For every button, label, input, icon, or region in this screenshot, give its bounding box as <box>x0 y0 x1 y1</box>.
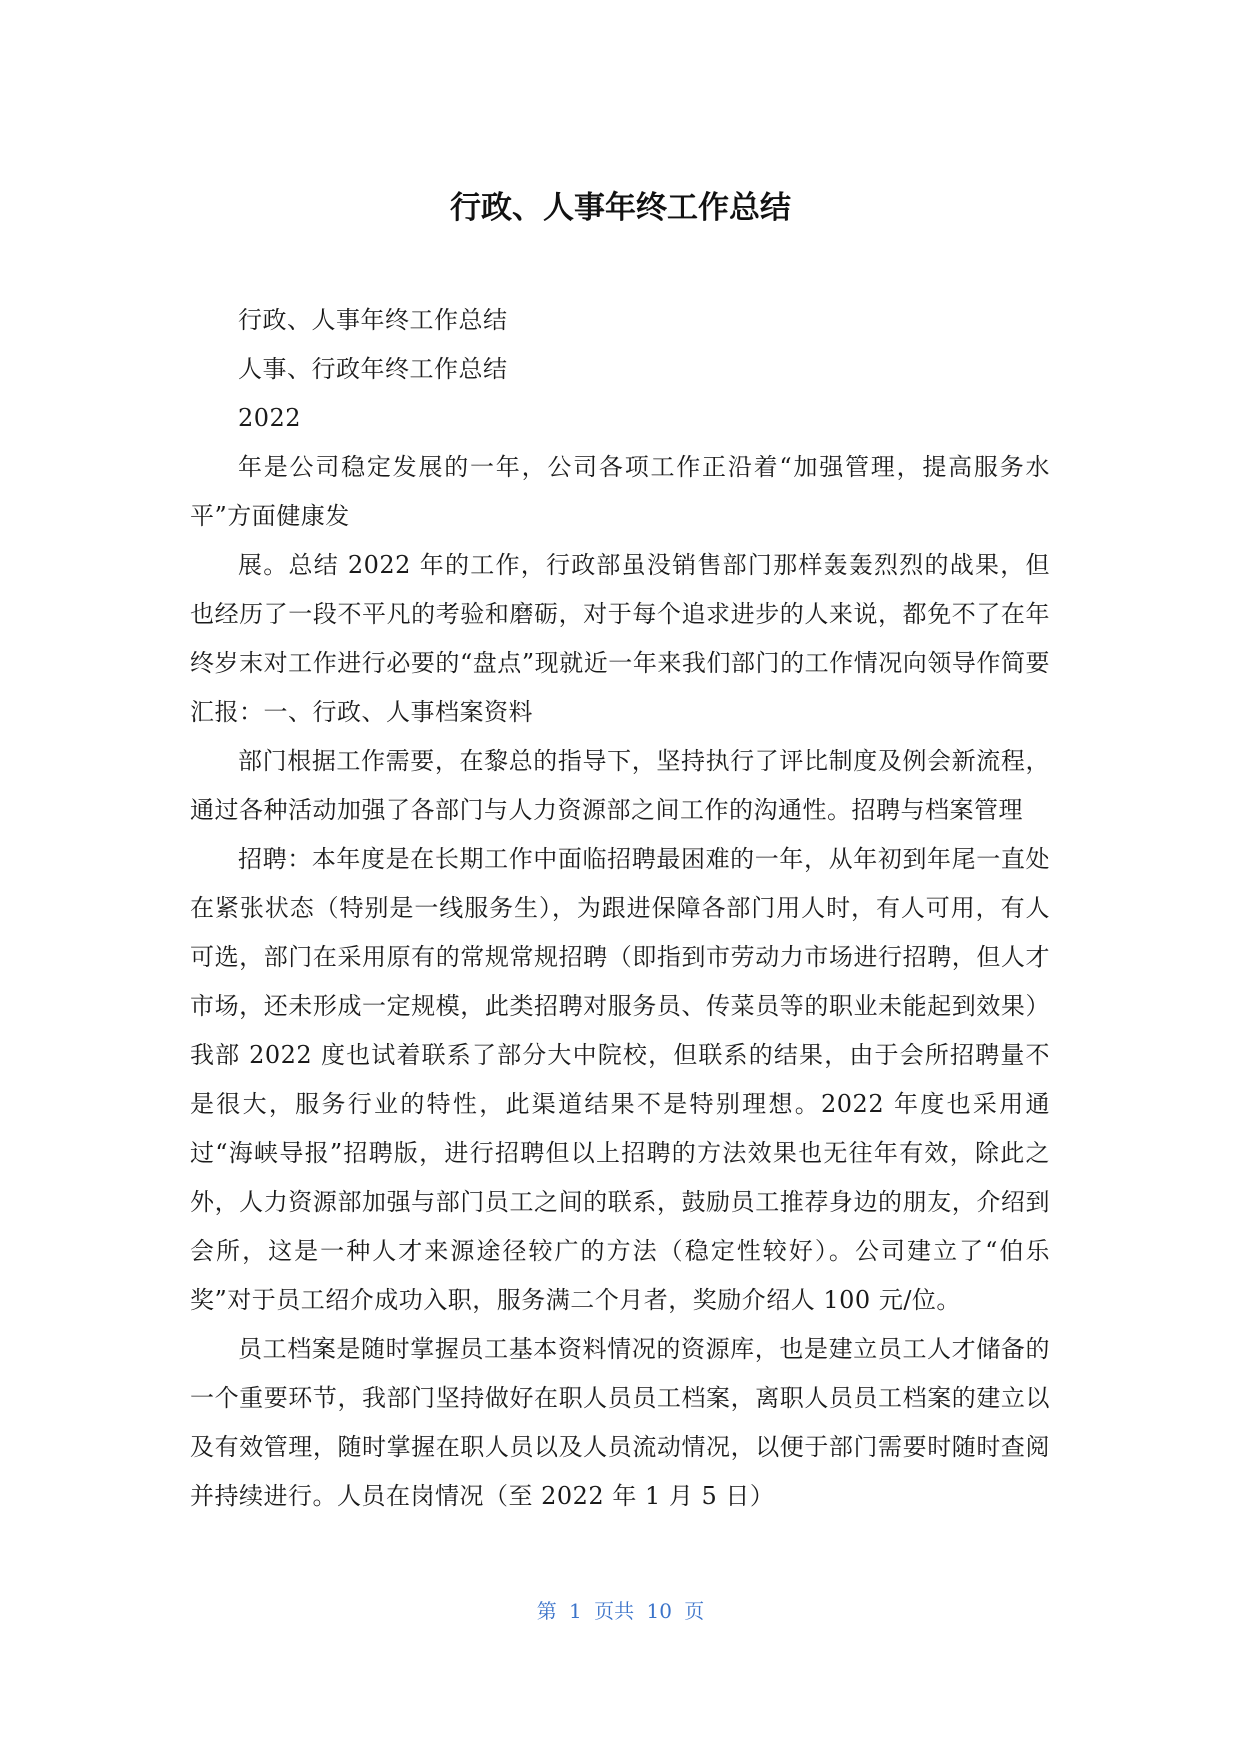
paragraph: 年是公司稳定发展的一年，公司各项工作正沿着“加强管理，提高服务水平”方面健康发 <box>190 453 1050 530</box>
document-body <box>190 296 1050 1521</box>
paragraph: 员工档案是随时掌握员工基本资料情况的资源库，也是建立员工人才储备的一个重要环节，我部门坚持做好在职人员员工档案，离职人员员工档案的建立以及有效管理，随时掌握在职人员以及人员流动情况，以便于部门需要时随时查阅并持续进行。人员在岗情况（至 2022 年 1 月 5 日） <box>190 1335 1050 1510</box>
paragraph: 人事、行政年终工作总结 <box>238 355 508 383</box>
paragraph: 招聘：本年度是在长期工作中面临招聘最困难的一年，从年初到年尾一直处在紧张状态（特别是一线服务生），为跟进保障各部门用人时，有人可用，有人可选，部门在采用原有的常规常规招聘（即指到市劳动力市场进行招聘，但人才市场，还未形成一定规模，此类招聘对服务员、传菜员等的职业未能起到效果）我部 2022 度也试着联系了部分大中院校，但联系的结果，由于会所招聘量不是很大，服务行业的特性，此渠道结果不是特别理想。2022 年度也采用通过“海峡导报”招聘版，进行招聘但以上招聘的方法效果也无往年有效，除此之外，人力资源部加强与部门员工之间的联系，鼓励员工推荐身边的朋友，介绍到会所，这是一种人才来源途径较广的方法（稳定性较好）。公司建立了“伯乐奖”对于员工绍介成功入职，服务满二个月者，奖励介绍人 100 元/位。 <box>190 845 1050 1314</box>
paragraph: 2022 <box>238 404 302 432</box>
paragraph: 行政、人事年终工作总结 <box>238 306 508 334</box>
document-title: 行政、人事年终工作总结 <box>450 190 791 226</box>
page-number-footer: 第 1 页共 10 页 <box>536 1599 705 1623</box>
paragraph: 展。总结 2022 年的工作，行政部虽没销售部门那样轰轰烈烈的战果，但也经历了一段不平凡的考验和磨砺，对于每个追求进步的人来说，都免不了在年终岁末对工作进行必要的“盘点”现就近一年来我们部门的工作情况向领导作简要汇报：一、行政、人事档案资料 <box>190 551 1050 726</box>
paragraph: 部门根据工作需要，在黎总的指导下，坚持执行了评比制度及例会新流程，通过各种活动加强了各部门与人力资源部之间工作的沟通性。招聘与档案管理 <box>190 747 1050 824</box>
